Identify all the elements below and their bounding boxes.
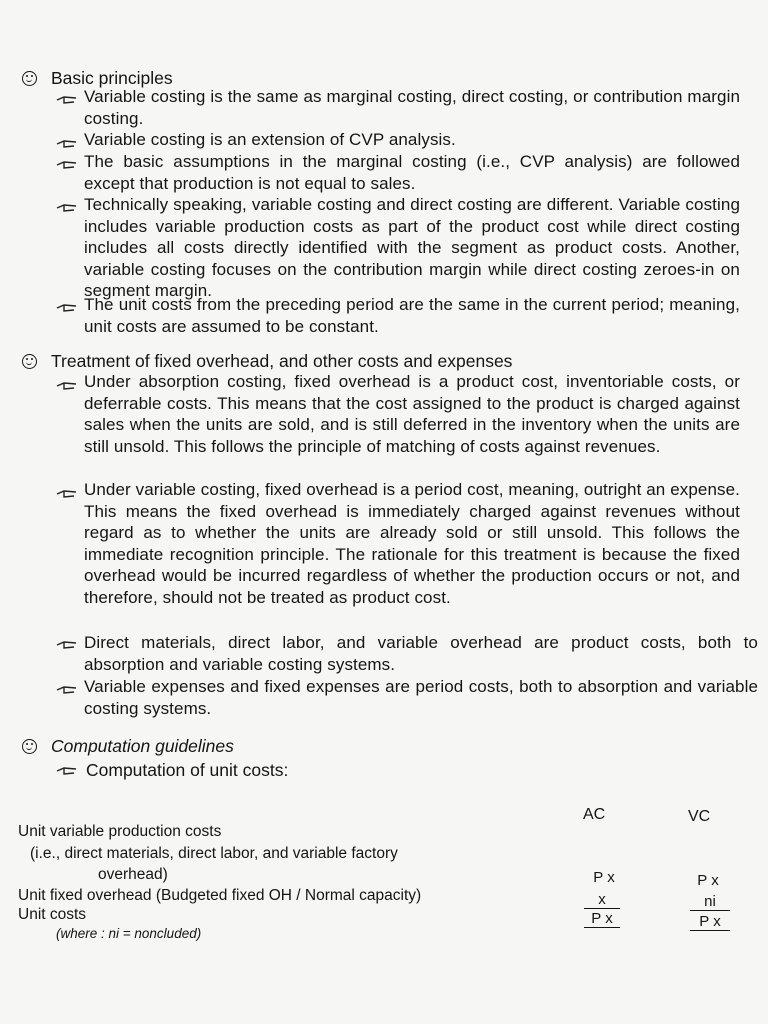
list-item: Direct materials, direct labor, and variable overhead are product costs, both to absorption and variable costing systems. bbox=[84, 633, 758, 674]
list-item: Variable costing is the same as marginal costing, direct costing, or contribution margin costing. bbox=[84, 87, 740, 128]
row-label-unit-variable-production-costs: Unit variable production costs bbox=[18, 823, 222, 840]
row-label-unit-costs: Unit costs bbox=[18, 906, 87, 923]
column-header-ac: AC bbox=[583, 806, 606, 823]
ac-unit-cost: P x bbox=[584, 911, 620, 928]
smiley-face-icon bbox=[22, 739, 37, 754]
vc-unit-fixed-overhead: ni bbox=[690, 894, 730, 911]
pointing-hand-icon bbox=[56, 766, 80, 778]
list-item: The basic assumptions in the marginal costing (i.e., CVP analysis) are followed except that production is not equal to sales. bbox=[84, 152, 740, 193]
row-label-unit-fixed-overhead: Unit fixed overhead (Budgeted fixed OH / Normal capacity) bbox=[18, 887, 422, 904]
pointing-hand-icon bbox=[56, 160, 80, 172]
section-heading-basic-principles: Basic principles bbox=[22, 68, 173, 88]
pointing-hand-icon bbox=[56, 303, 80, 315]
footnote: (where : ni = noncluded) bbox=[56, 926, 202, 941]
pointing-hand-icon bbox=[56, 489, 80, 501]
pointing-hand-icon bbox=[56, 381, 80, 393]
list-item: The unit costs from the preceding period are the same in the current period; meaning, unit costs are assumed to be constant. bbox=[84, 295, 740, 336]
ac-unit-variable-cost: P x bbox=[593, 869, 615, 886]
list-item: Under variable costing, fixed overhead is a period cost, meaning, outright an expense. This means the fixed overhead is immediately charged against revenues without regard as to whether the units are already sold or still unsold. This follows the immediate recognition principle. The rationale for this treatment is because the fixed overhead would be incurred regardless of whether the production occurs or not, and therefore, should not be treated as product cost. bbox=[84, 480, 740, 607]
smiley-face-icon bbox=[22, 71, 37, 86]
pointing-hand-icon bbox=[56, 203, 80, 215]
column-header-vc: VC bbox=[688, 808, 711, 825]
pointing-hand-icon bbox=[56, 640, 80, 652]
list-item: Variable costing is an extension of CVP analysis. bbox=[84, 130, 456, 149]
list-item: Technically speaking, variable costing and direct costing are different. Variable costing includes variable production costs as part of the product cost while direct costing includes all costs directly identified with the segment as product costs. Another, variable costing focuses on the contribution margin while direct costing zeroes-in on segment margin. bbox=[84, 195, 740, 300]
section-heading-computation-guidelines: Computation guidelines bbox=[22, 736, 234, 756]
sub-heading-computation-of-unit-costs: Computation of unit costs: bbox=[86, 760, 289, 780]
ac-unit-fixed-overhead: x bbox=[584, 892, 620, 909]
row-label-detail-cont: overhead) bbox=[98, 866, 168, 883]
row-label-detail: (i.e., direct materials, direct labor, and variable factory bbox=[30, 845, 398, 862]
pointing-hand-icon bbox=[56, 685, 80, 697]
section-heading-treatment-of-fixed-overhead: Treatment of fixed overhead, and other costs and expenses bbox=[22, 351, 512, 371]
smiley-face-icon bbox=[22, 354, 37, 369]
vc-unit-variable-cost: P x bbox=[697, 872, 719, 889]
pointing-hand-icon bbox=[56, 95, 80, 107]
vc-unit-cost: P x bbox=[690, 914, 730, 931]
list-item: Variable expenses and fixed expenses are period costs, both to absorption and variable costing systems. bbox=[84, 677, 758, 718]
list-item: Under absorption costing, fixed overhead is a product cost, inventoriable costs, or deferrable costs. This means that the cost assigned to the product is charged against sales when the units are sold, and is still deferred in the inventory when the units are still unsold. This follows the principle of matching of costs against revenues. bbox=[84, 372, 740, 456]
pointing-hand-icon bbox=[56, 139, 80, 151]
